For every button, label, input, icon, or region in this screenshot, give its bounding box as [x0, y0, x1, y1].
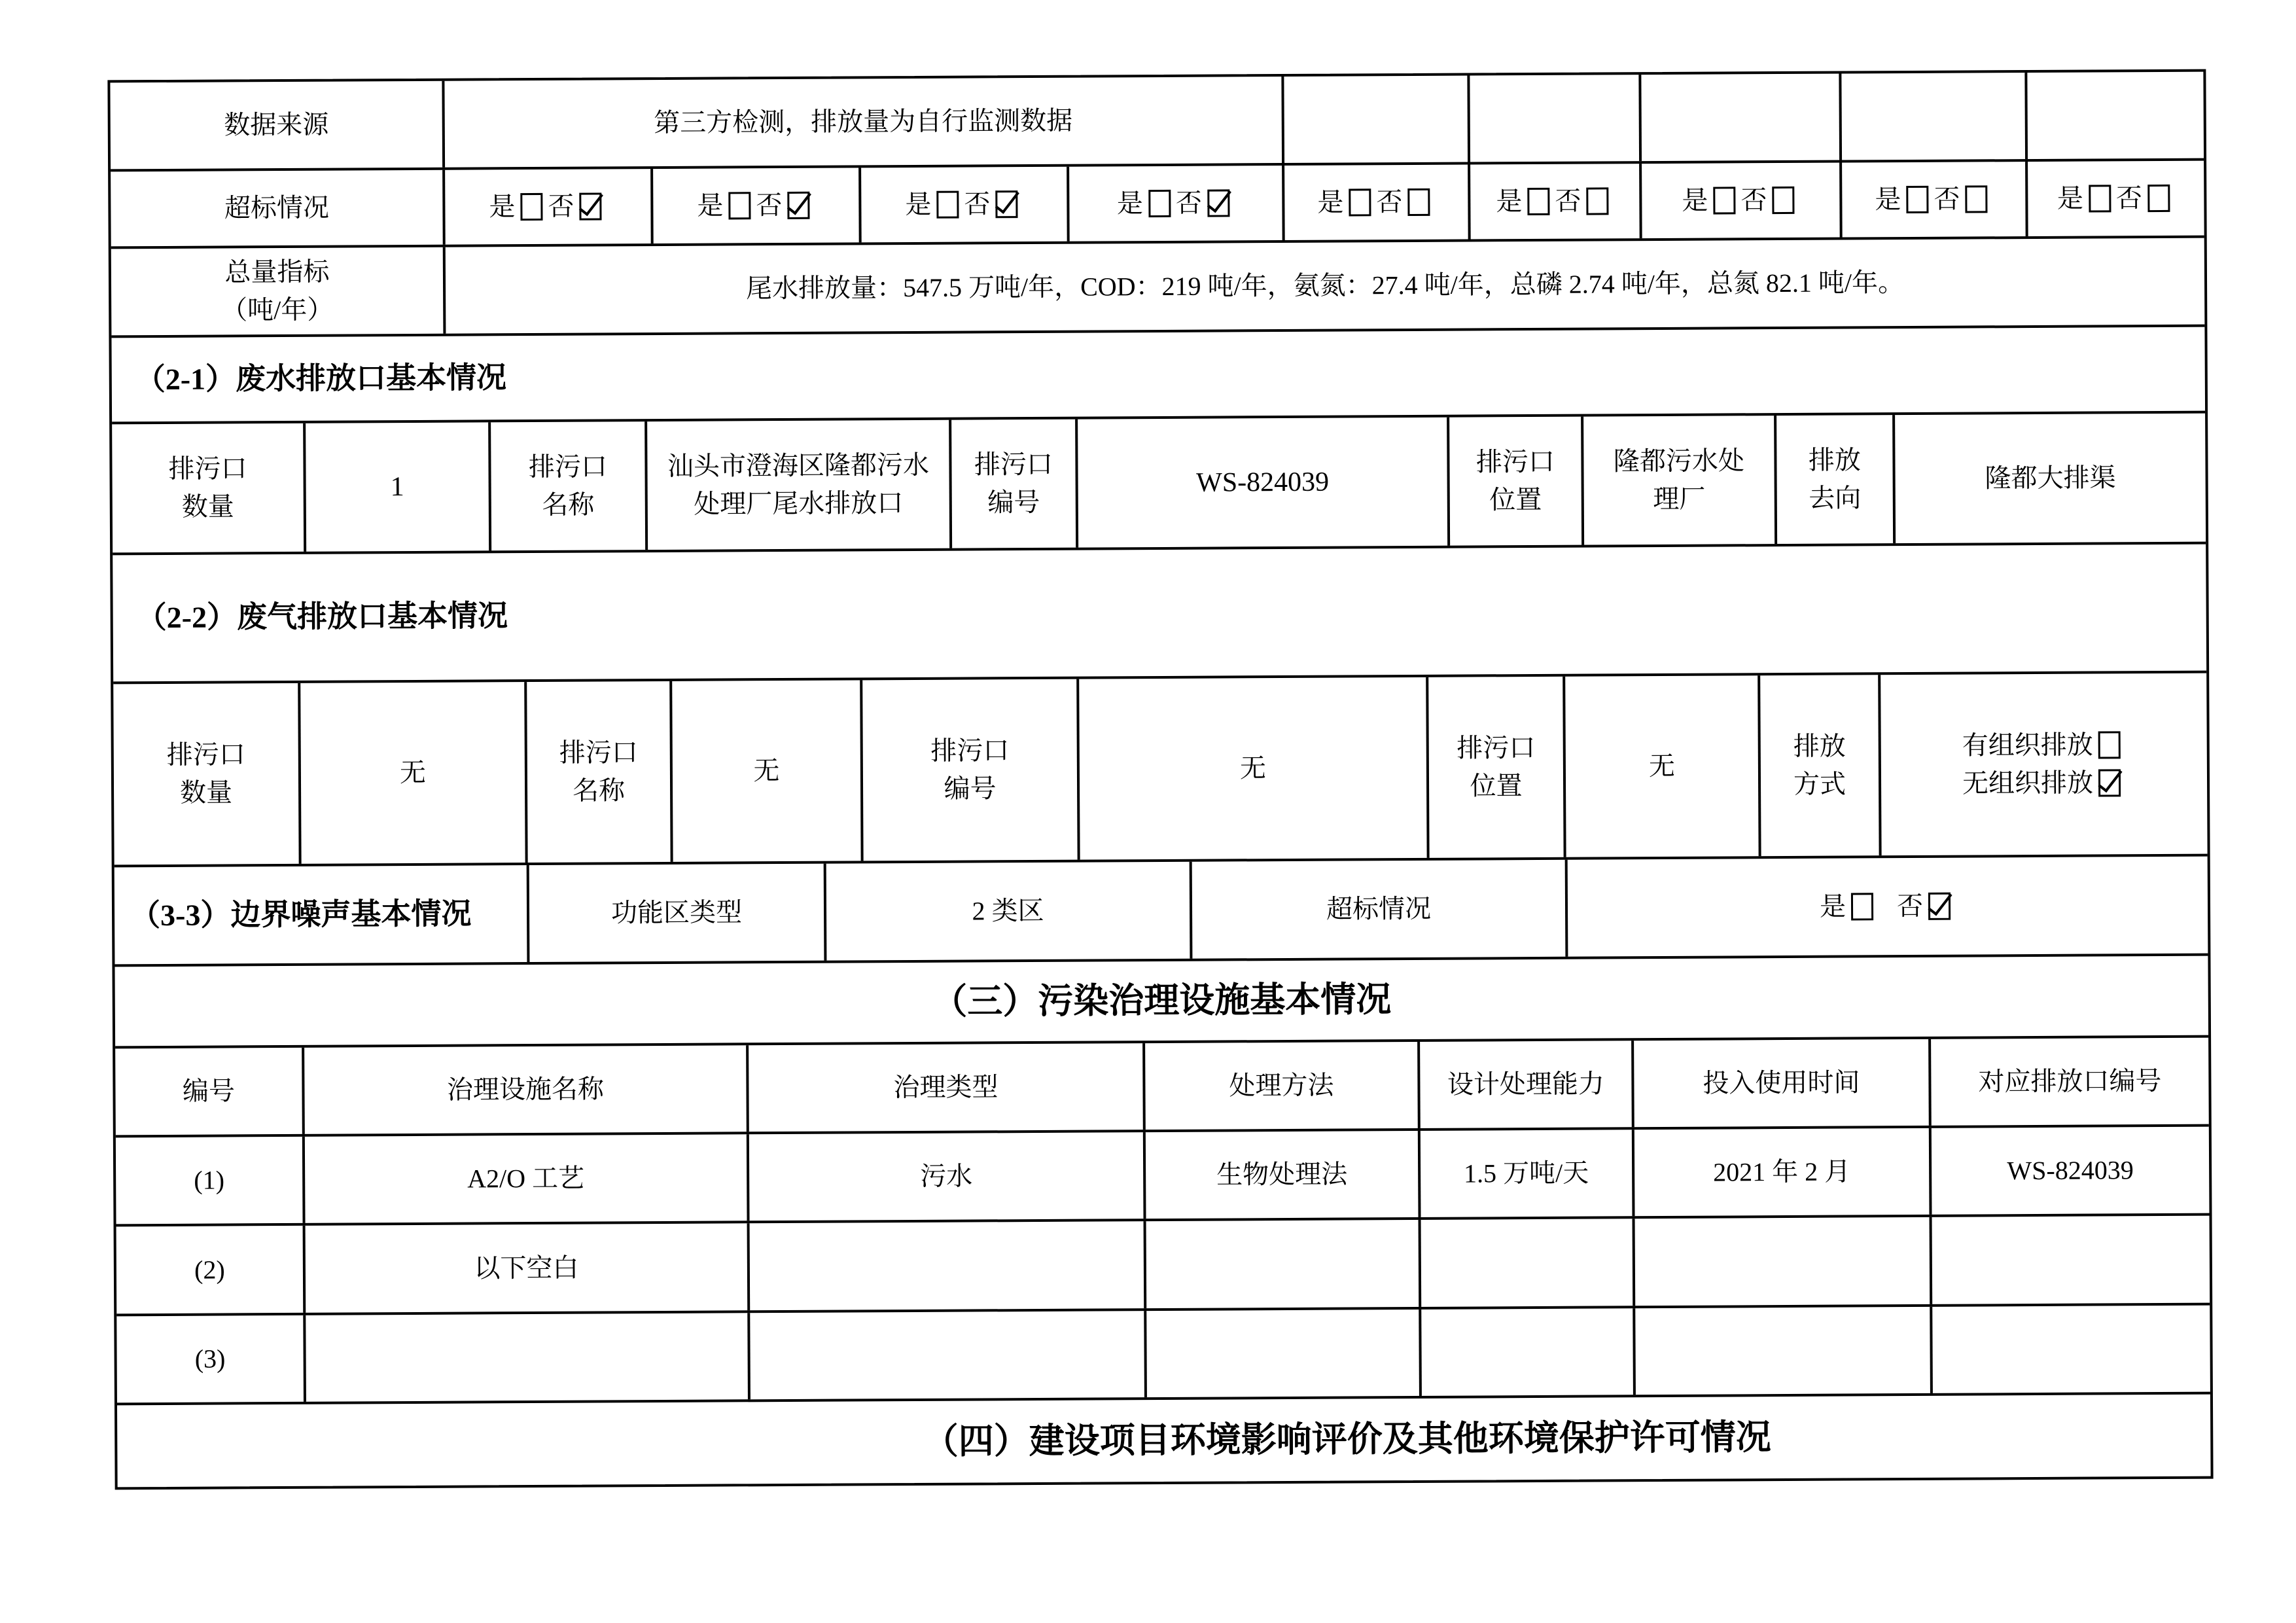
yes-checkbox: [1713, 187, 1735, 214]
quota-value-cell: [446, 238, 2205, 334]
gas-location-value-cell: [1565, 675, 1761, 857]
yes-checkbox: [1148, 190, 1171, 217]
waste-gas-section-title-cell: [113, 544, 2206, 682]
waste-gas-data-row: [113, 673, 2207, 868]
facility-name-cell: 以下空白: [306, 1223, 751, 1313]
empty-cell: [1841, 73, 2028, 160]
eia-section-title-cell: [117, 1395, 2211, 1488]
yes-checkbox: [936, 191, 959, 219]
no-label: 否: [1740, 185, 1767, 215]
no-checkbox: [787, 192, 809, 219]
gas-name-label-cell: [527, 681, 673, 863]
gas-name-label: 排污口名称: [559, 738, 638, 806]
yes-label: 是: [1116, 188, 1144, 219]
col-header-id: 编号: [115, 1048, 305, 1135]
yes-checkbox: [2089, 185, 2111, 212]
data-source-label: 数据来源: [224, 109, 329, 140]
exceedance-row: [111, 161, 2204, 249]
col-header-method: 处理方法: [1145, 1042, 1421, 1130]
gas-code-value-cell: [1079, 677, 1429, 860]
facilities-header-row: [115, 1038, 2209, 1138]
noise-exceed-label-cell: [1192, 860, 1568, 959]
exceedance-cell-8: [1842, 162, 2028, 237]
exceedance-cell-5: [1284, 165, 1471, 240]
wastewater-title-row: [111, 327, 2205, 425]
no-label: 否: [548, 191, 574, 221]
waste-gas-section-title: （2-2）废气排放口基本情况: [136, 599, 508, 635]
no-label: 否: [756, 190, 783, 221]
outlet-code-label-cell: [951, 419, 1078, 548]
exceedance-cell-3: [861, 167, 1070, 243]
facility-name-cell: [306, 1313, 751, 1402]
eia-title-row: [117, 1395, 2211, 1488]
yes-label: 是: [1317, 187, 1344, 217]
no-checkbox: [1772, 187, 1794, 214]
yes-label: 是: [1819, 891, 1846, 921]
facility-id-cell: (1): [116, 1137, 306, 1224]
facility-capacity-cell: 1.5 万吨/天: [1421, 1130, 1635, 1217]
noise-zone-label: 功能区类型: [610, 897, 743, 928]
eia-section-title: （四）建设项目环境影响评价及其他环境保护许可情况: [923, 1418, 1771, 1462]
outlet-count-label-cell: [112, 423, 306, 553]
no-label: 否: [1555, 186, 1581, 216]
outlet-code-value-cell: [1078, 418, 1450, 548]
no-label: 否: [1175, 188, 1203, 218]
no-label: 否: [2115, 183, 2142, 213]
yes-checkbox: [1851, 893, 1873, 920]
gas-count-label-cell: [113, 683, 301, 865]
yes-label: 是: [697, 190, 724, 221]
col-header-treatment-type: 治理类型: [749, 1043, 1146, 1132]
no-checkbox: [1407, 188, 1430, 216]
yes-label: 是: [1682, 185, 1708, 215]
wastewater-section-title-cell: [111, 327, 2205, 422]
exceedance-cell-7: [1642, 163, 1843, 239]
yes-checkbox: [520, 193, 542, 221]
facility-id-cell: (3): [116, 1315, 306, 1403]
outlet-destination-label-cell: [1776, 415, 1896, 544]
yes-label: 是: [905, 189, 932, 220]
no-checkbox: [1965, 185, 1987, 213]
gas-location-label: 排污口位置: [1457, 733, 1536, 801]
treatment-section-title-cell: [115, 956, 2208, 1046]
gas-code-value: 无: [1239, 753, 1267, 783]
no-checkbox: [2147, 185, 2170, 212]
facility-row-2: [116, 1216, 2210, 1317]
facility-method-cell: 生物处理法: [1146, 1131, 1421, 1219]
noise-exceed-value-cell: [1568, 857, 2208, 957]
gas-mode-options: [1962, 726, 2127, 802]
facility-capacity-cell: [1421, 1219, 1636, 1307]
no-label: 否: [1896, 891, 1924, 921]
noise-zone-label-cell: [529, 864, 827, 962]
gas-count-value: 无: [399, 757, 427, 788]
facility-date-cell: 2021 年 2 月: [1634, 1128, 1932, 1216]
unorganized-emission-option: 无组织排放: [1962, 768, 2126, 798]
treatment-title-row: [115, 956, 2208, 1049]
facility-method-cell: [1146, 1220, 1422, 1308]
facility-type-cell: [750, 1311, 1147, 1399]
empty-cell: [1284, 76, 1470, 163]
yes-checkbox: [1527, 188, 1549, 215]
outlet-location-label-cell: [1449, 417, 1584, 546]
exceedance-cell-1: [445, 169, 654, 245]
yes-label: 是: [2057, 183, 2083, 213]
wastewater-data-row: [112, 414, 2206, 556]
data-source-value-cell: [444, 77, 1284, 168]
quota-value: 尾水排放量：547.5 万吨/年，COD：219 吨/年，氨氮：27.4 吨/年，总磷 2.74 吨/年，总氮 82.1 吨/年。: [745, 268, 1905, 304]
empty-cell: [1641, 74, 1842, 162]
quota-row: [111, 238, 2205, 338]
gas-name-value-cell: [672, 680, 863, 862]
outlet-count-value: 1: [390, 471, 404, 502]
no-label: 否: [1934, 184, 1960, 214]
outlet-location-value-cell: [1583, 416, 1777, 545]
empty-cell: [1470, 75, 1642, 162]
yes-label: 是: [489, 192, 516, 222]
permit-form-table: [107, 69, 2213, 1490]
organized-emission-option: 有组织排放: [1962, 730, 2126, 760]
noise-zone-value-cell: [826, 862, 1193, 961]
data-source-label-cell: [110, 81, 445, 169]
facility-id-cell: (2): [116, 1226, 306, 1314]
gas-mode-label: 排放方式: [1793, 731, 1846, 799]
yes-label: 是: [1496, 187, 1523, 217]
no-checkbox: [1928, 893, 1951, 920]
boundary-noise-row: [115, 857, 2208, 967]
gas-mode-value-cell: [1881, 673, 2207, 856]
gas-location-value: 无: [1648, 751, 1676, 781]
gas-mode-label-cell: [1760, 675, 1881, 856]
gas-count-label: 排污口数量: [166, 740, 245, 808]
noise-title-cell: [115, 865, 530, 964]
wastewater-section-title: （2-1）废水排放口基本情况: [135, 360, 507, 396]
outlet-name-value: 汕头市澄海区隆都污水处理厂尾水排放口: [667, 450, 930, 519]
gas-code-label: 排污口编号: [930, 736, 1010, 804]
col-header-outlet-code: 对应排放口编号: [1978, 1065, 2162, 1097]
outlet-name-value-cell: [647, 420, 952, 550]
no-checkbox: [1207, 189, 1229, 217]
noise-zone-value: 2 类区: [972, 895, 1044, 926]
outlet-destination-label: 排放去向: [1808, 445, 1862, 513]
data-source-value: 第三方检测，排放量为自行监测数据: [654, 105, 1073, 138]
organized-emission-checkbox: [2098, 731, 2121, 758]
outlet-destination-value: 隆都大排渠: [1985, 463, 2116, 493]
exceedance-label: 超标情况: [224, 192, 330, 223]
outlet-name-label-cell: [491, 421, 648, 550]
quota-label-cell: [111, 247, 446, 336]
facility-outlet-code-cell: [1932, 1306, 2210, 1393]
facility-outlet-code-cell: WS-824039: [2007, 1155, 2134, 1186]
facility-outlet-code-cell: [1932, 1216, 2210, 1304]
facility-row-3: [116, 1306, 2210, 1406]
waste-gas-title-row: [113, 544, 2206, 685]
facility-method-cell: [1146, 1310, 1422, 1397]
no-checkbox: [1586, 187, 1608, 215]
noise-exceed-label: 超标情况: [1326, 893, 1432, 924]
exceedance-cell-4: [1069, 166, 1285, 241]
yes-checkbox: [1906, 186, 1928, 213]
outlet-location-label: 排污口位置: [1475, 446, 1555, 515]
outlet-destination-value-cell: [1895, 414, 2206, 543]
yes-label: 是: [1875, 185, 1901, 215]
outlet-count-value-cell: [306, 422, 491, 551]
outlet-code-label: 排污口编号: [974, 449, 1053, 518]
facility-type-cell: 污水: [749, 1132, 1146, 1221]
outlet-count-label: 排污口数量: [168, 454, 247, 522]
col-header-facility-name: 治理设施名称: [304, 1045, 749, 1134]
facility-name-cell: A2/O 工艺: [305, 1134, 750, 1223]
quota-label: 总量指标 （吨/年）: [221, 257, 334, 325]
treatment-section-title: （三）污染治理设施基本情况: [932, 980, 1392, 1022]
no-label: 否: [964, 189, 991, 219]
col-header-capacity: 设计处理能力: [1420, 1041, 1634, 1128]
gas-name-value: 无: [753, 756, 780, 786]
outlet-location-value: 隆都污水处理厂: [1613, 446, 1745, 514]
empty-cell: [2027, 72, 2204, 159]
exceedance-cell-9: [2028, 161, 2204, 236]
yes-checkbox: [1349, 188, 1371, 216]
gas-code-label-cell: [862, 679, 1080, 861]
unorganized-emission-checkbox: [2098, 769, 2121, 796]
facility-date-cell: [1635, 1307, 1933, 1395]
facility-type-cell: [750, 1221, 1147, 1310]
yes-checkbox: [728, 192, 751, 219]
exceedance-label-cell: [111, 170, 446, 247]
data-source-row: [110, 72, 2204, 172]
exceedance-cell-2: [653, 168, 862, 243]
facility-row-1: [116, 1127, 2210, 1227]
no-checkbox: [995, 190, 1017, 218]
col-header-start-date: 投入使用时间: [1634, 1039, 1932, 1127]
exceedance-cell-6: [1470, 164, 1642, 239]
noise-section-title: （3-3）边界噪声基本情况: [130, 897, 472, 932]
no-label: 否: [1376, 187, 1403, 217]
no-checkbox: [579, 192, 601, 220]
outlet-name-label: 排污口名称: [528, 452, 608, 520]
facility-date-cell: [1635, 1217, 1933, 1306]
outlet-code-value: WS-824039: [1196, 467, 1330, 498]
facility-capacity-cell: [1421, 1308, 1636, 1396]
gas-count-value-cell: [300, 682, 527, 864]
gas-location-label-cell: [1428, 677, 1566, 858]
